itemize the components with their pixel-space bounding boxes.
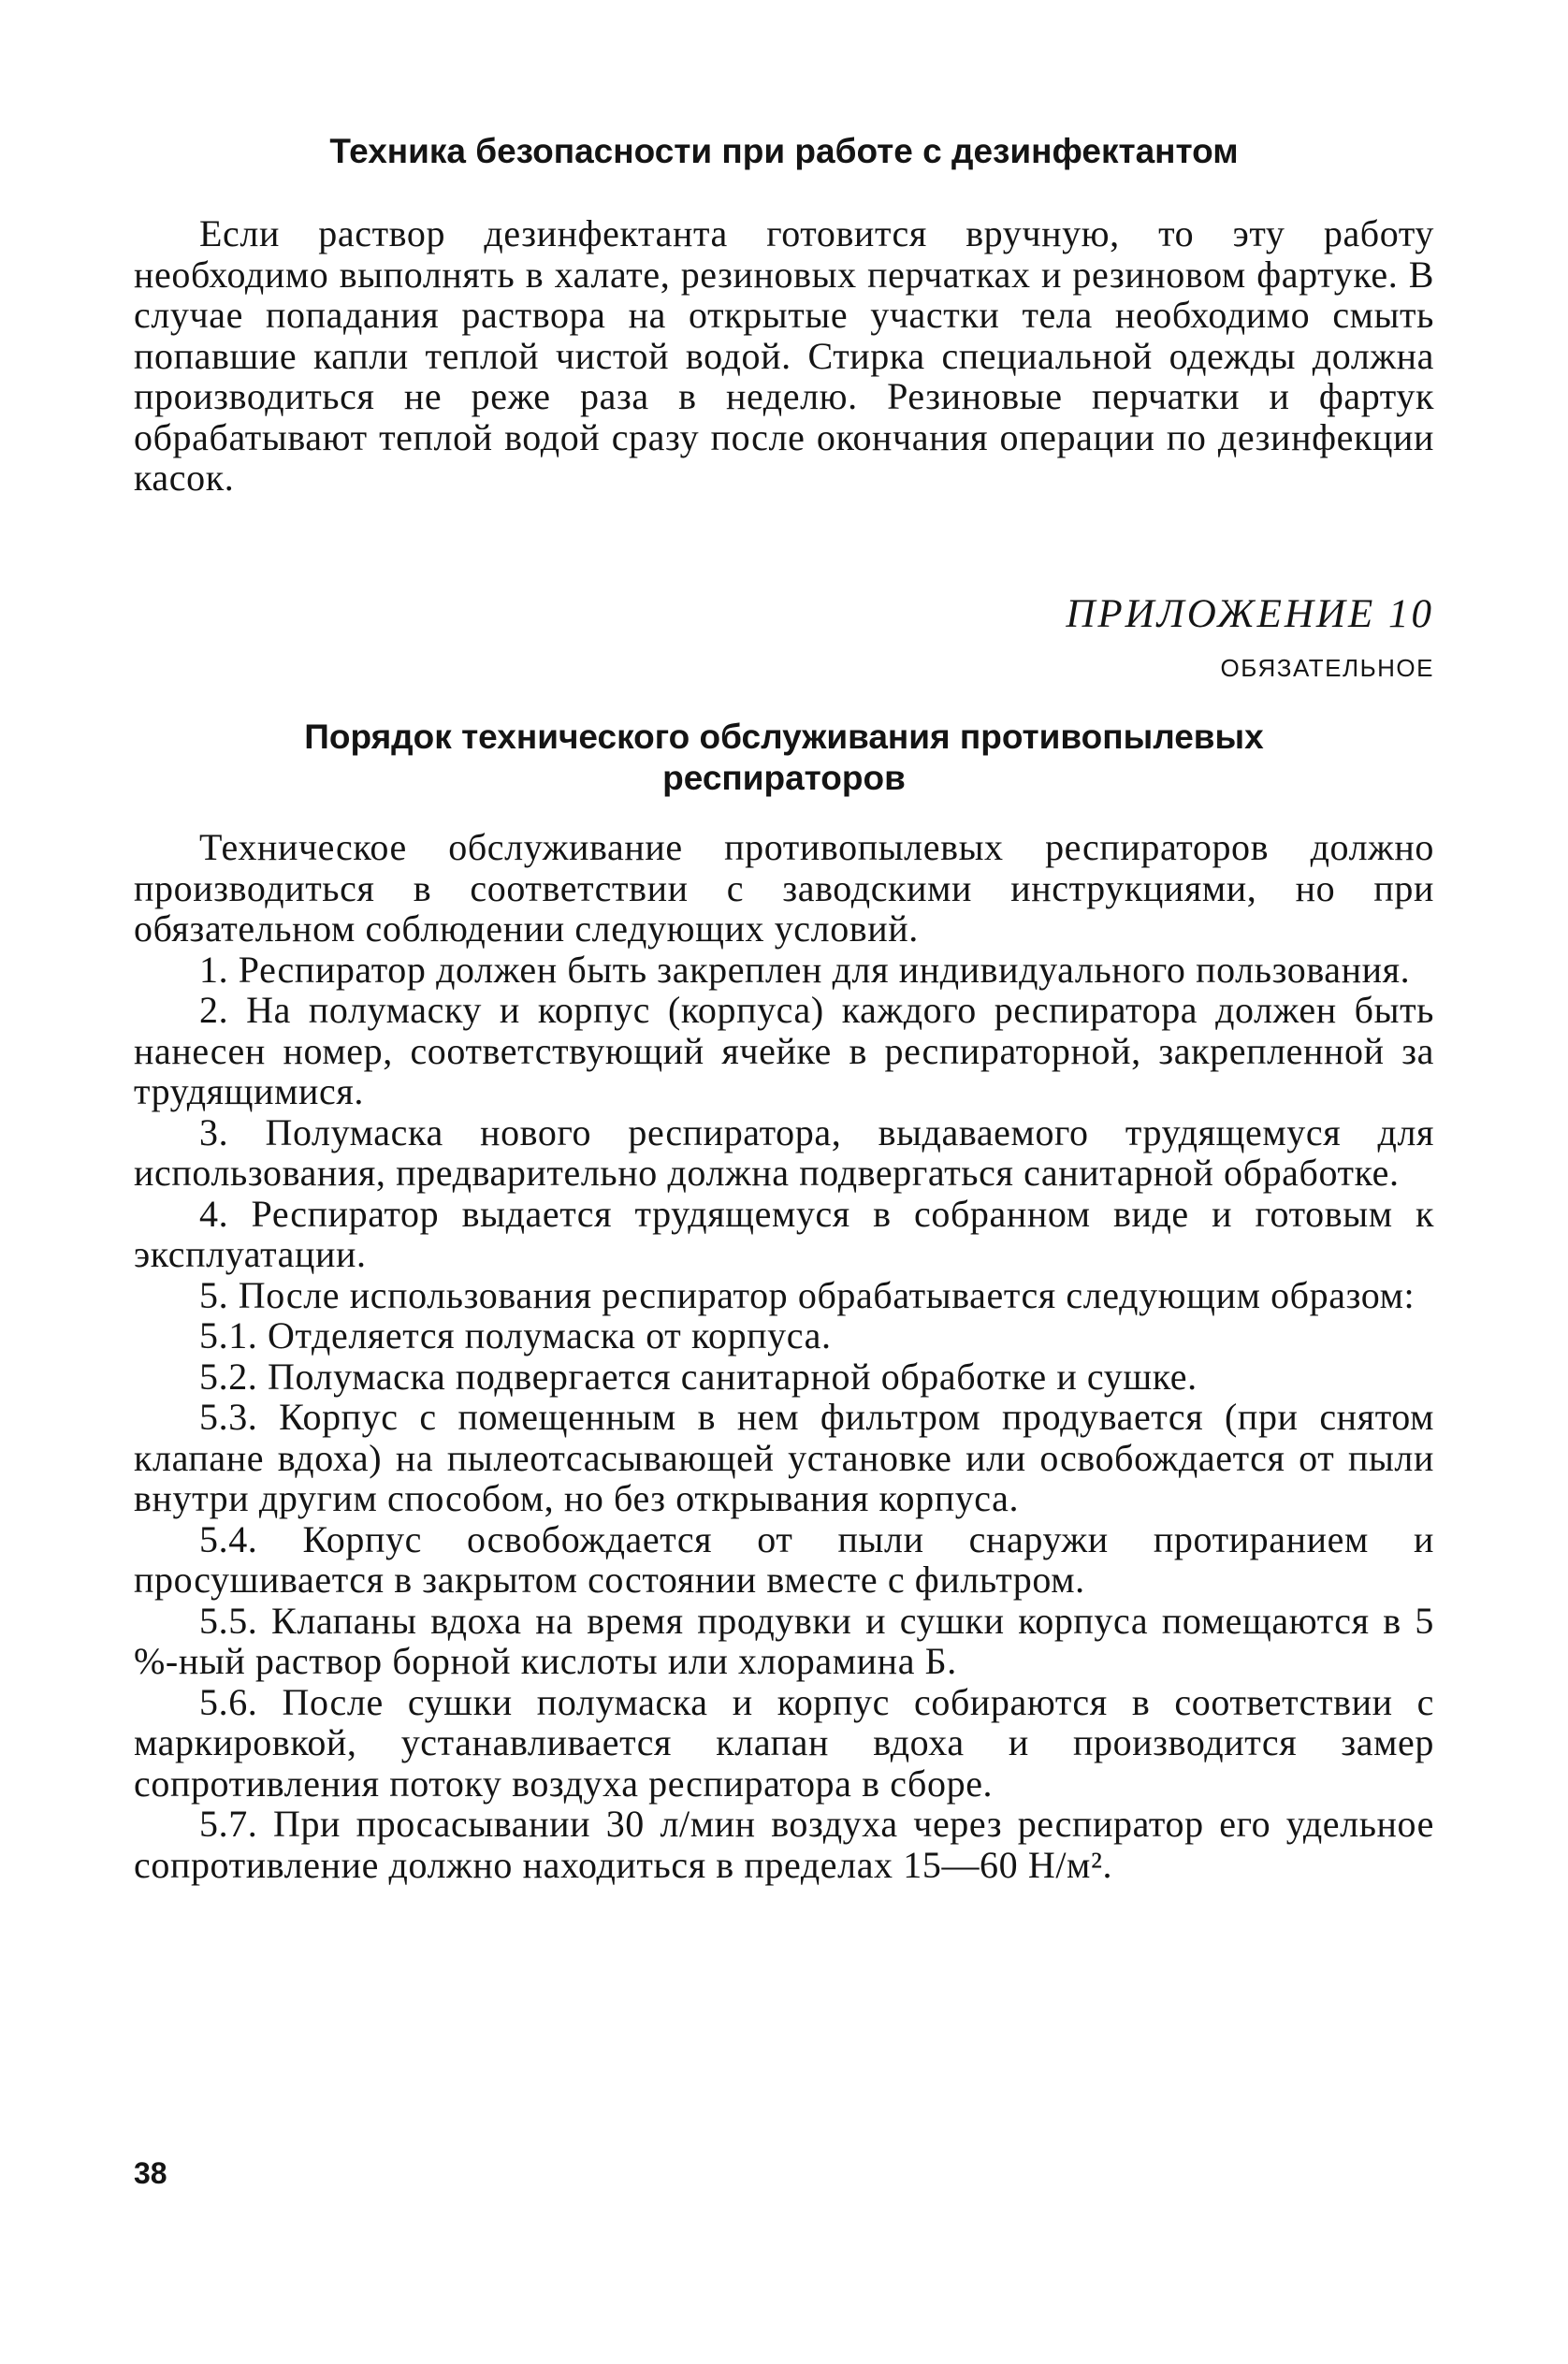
list-item-5: 5. После использования респиратор обрабатывается следующим образом: — [199, 1273, 1416, 1316]
safety-body — [134, 213, 1434, 499]
annex-status: ОБЯЗАТЕЛЬНОЕ — [1220, 654, 1434, 682]
list-item-2: 2. На полумаску и корпус (корпуса) каждого респиратора должен быть нанесен номер, соответствующий ячейке в респираторной, закрепленной за трудящимися. — [134, 989, 1434, 1112]
maintenance-heading-block — [134, 717, 1434, 799]
safety-heading: Техника безопасности при работе с дезинфектантом — [329, 132, 1239, 170]
list-item-5-7: 5.7. При просасывании 30 л/мин воздуха через респиратор его удельное сопротивление должно находиться в пределах 15—60 Н/м². — [134, 1803, 1434, 1886]
maintenance-intro: Техническое обслуживание противопылевых респираторов должно производиться в соответствии с заводскими инструкциями, но при обязательном соблюдении следующих условий. — [134, 826, 1434, 950]
maintenance-heading-line1: Порядок технического обслуживания противопылевых — [304, 718, 1264, 756]
page-number: 38 — [134, 2156, 167, 2190]
maintenance-body — [134, 827, 1434, 1885]
list-item-5-3: 5.3. Корпус с помещенным в нем фильтром продувается (при снятом клапане вдоха) на пылеотсасывающей установке или освобождается от пыли внутри другим способом, но без открывания корпуса. — [134, 1396, 1434, 1519]
annex-block — [134, 591, 1434, 694]
list-item-4: 4. Респиратор выдается трудящемуся в собранном виде и готовым к эксплуатации. — [134, 1192, 1434, 1275]
list-item-5-1: 5.1. Отделяется полумаска от корпуса. — [199, 1314, 832, 1356]
safety-section — [134, 131, 1434, 172]
list-item-1: 1. Респиратор должен быть закреплен для индивидуального пользования. — [199, 948, 1411, 991]
maintenance-heading-line2: респираторов — [662, 759, 906, 797]
annex-title: ПРИЛОЖЕНИЕ 10 — [1066, 592, 1434, 636]
list-item-3: 3. Полумаска нового респиратора, выдаваемого трудящемуся для использования, предварительно должна подвергаться санитарной обработке. — [134, 1110, 1434, 1194]
list-item-5-6: 5.6. После сушки полумаска и корпус собираются в соответствии с маркировкой, устанавливается клапан вдоха и производится замер сопротивления потоку воздуха респиратора в сборе. — [134, 1680, 1434, 1805]
safety-paragraph: Если раствор дезинфектанта готовится вручную, то эту работу необходимо выполнять в халате, резиновых перчатках и резиновом фартуке. В случае попадания раствора на открытые участки тела необходимо смыть попавшие капли теплой чистой водой. Стирка специальной одежды должна производиться не реже раза в неделю. Резиновые перчатки и фартук обрабатывают теплой водой сразу после окончания операции по дезинфекции касок. — [134, 212, 1434, 499]
list-item-5-5: 5.5. Клапаны вдоха на время продувки и сушки корпуса помещаются в 5 %-ный раствор борной кислоты или хлорамина Б. — [134, 1599, 1434, 1682]
list-item-5-2: 5.2. Полумаска подвергается санитарной обработке и сушке. — [199, 1355, 1198, 1398]
list-item-5-4: 5.4. Корпус освобождается от пыли снаружи протиранием и просушивается в закрытом состоянии вместе с фильтром. — [134, 1517, 1434, 1601]
